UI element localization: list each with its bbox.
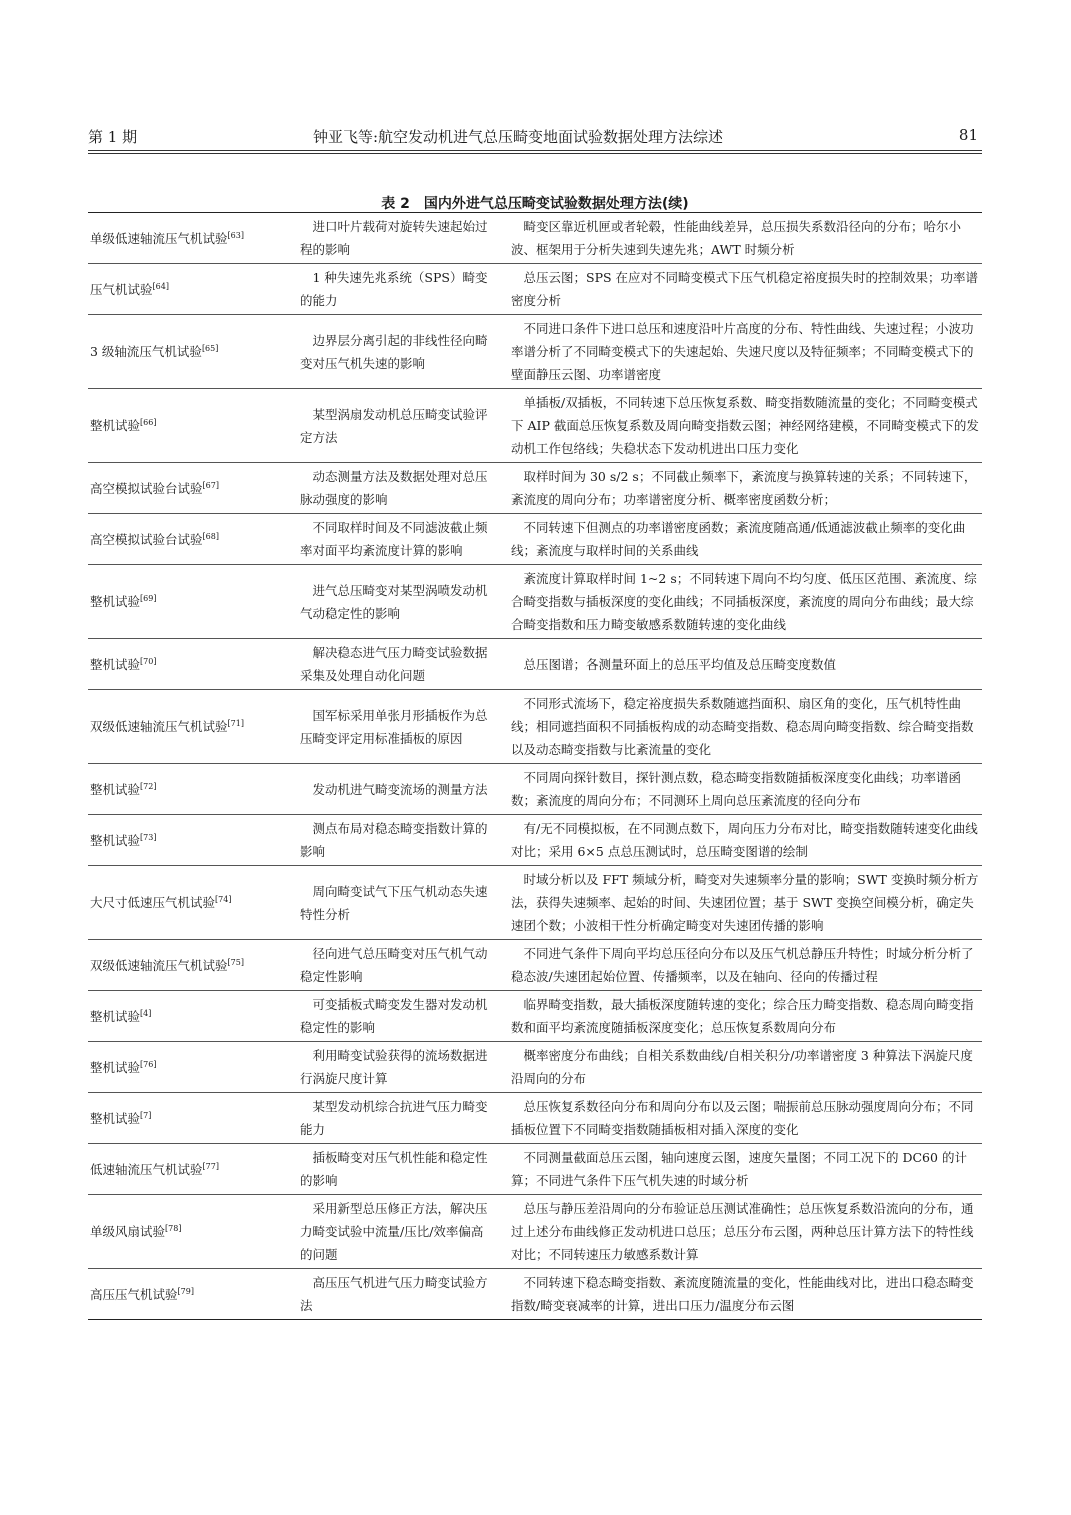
processing-method-cell: 概率密度分布曲线；自相关系数曲线/自相关积分/功率谱密度 3 种算法下涡旋尺度沿周向的分布 <box>509 1042 982 1093</box>
reference-citation: [79] <box>177 1286 194 1296</box>
test-object-cell <box>88 940 300 991</box>
reference-citation: [75] <box>227 957 244 967</box>
test-object: 整机试验 <box>90 418 141 433</box>
reference-citation: [74] <box>215 894 232 904</box>
test-object: 双级低速轴流压气机试验 <box>90 957 228 973</box>
research-content-cell: 利用畸变试验获得的流场数据进行涡旋尺度计算 <box>300 1042 509 1093</box>
test-object: 整机试验 <box>90 1110 141 1126</box>
reference-citation: [73] <box>140 832 157 842</box>
data-processing-table <box>88 212 982 1320</box>
processing-method-cell: 总压图谱；各测量环面上的总压平均值及总压畸变度数值 <box>509 639 982 690</box>
test-object-cell <box>88 514 300 565</box>
issue-number: 第 1 期 <box>88 128 138 146</box>
table-row <box>88 1144 982 1195</box>
test-object: 整机试验 <box>90 1059 141 1075</box>
table-row <box>88 463 982 514</box>
processing-method-cell: 取样时间为 30 s/2 s；不同截止频率下，紊流度与换算转速的关系；不同转速下，紊流度的周向分布；功率谱密度分析、概率密度函数分析； <box>509 463 982 514</box>
header-rule <box>88 153 982 154</box>
research-content-cell: 高压压气机进气压力畸变试验方法 <box>300 1275 488 1313</box>
table-row <box>88 1269 982 1320</box>
reference-citation: [67] <box>202 480 219 490</box>
research-content-cell: 测点布局对稳态畸变指数计算的影响 <box>300 815 509 866</box>
test-object-cell <box>88 639 300 690</box>
table-row <box>88 639 982 690</box>
research-content-cell: 进气总压畸变对某型涡喷发动机气动稳定性的影响 <box>300 565 509 639</box>
reference-citation: [76] <box>140 1059 157 1069</box>
processing-method-cell: 不同转速下稳态畸变指数、紊流度随流量的变化，性能曲线对比，进出口稳态畸变指数/畸变衰减率的计算，进出口压力/温度分布云图 <box>511 1275 974 1313</box>
test-object: 高压压气机试验 <box>90 1286 178 1302</box>
test-object-cell <box>88 264 300 315</box>
research-content-cell: 周向畸变试气下压气机动态失速特性分析 <box>300 866 509 940</box>
table-row <box>88 1093 982 1144</box>
processing-method-cell: 单插板/双插板，不同转速下总压恢复系数、畸变指数随流量的变化；不同畸变模式下 AIP 截面总压恢复系数及周向畸变指数云图；神经网络建模，不同畸变模式下的发动机工作包络线；失稳状态下发动机进出口压力变化 <box>509 389 982 463</box>
test-object-cell <box>88 315 300 389</box>
reference-citation: [4] <box>140 1008 152 1018</box>
test-object-cell <box>88 389 300 463</box>
test-object: 低速轴流压气机试验 <box>90 1161 203 1177</box>
header-rule <box>88 150 982 151</box>
processing-method-cell: 畸变区靠近机匣或者轮毂，性能曲线差异，总压损失系数沿径向的分布；哈尔小波、框架用于分析失速到失速先兆；AWT 时频分析 <box>509 213 982 264</box>
test-object-cell <box>88 1042 300 1093</box>
reference-citation: [63] <box>227 230 244 240</box>
processing-method-cell: 不同周向探针数目，探针测点数，稳态畸变指数随插板深度变化曲线；功率谱函数；紊流度的周向分布；不同测环上周向总压紊流度的径向分布 <box>509 764 982 815</box>
table-row <box>88 514 982 565</box>
table-row <box>88 866 982 940</box>
processing-method-cell: 紊流度计算取样时间 1~2 s；不同转速下周向不均匀度、低压区范围、紊流度、综合畸变指数与插板深度的变化曲线；不同插板深度，紊流度的周向分布曲线；最大综合畸变指数和压力畸变敏感系数随转速的变化曲线 <box>509 565 982 639</box>
research-content-cell: 国军标采用单张月形插板作为总压畸变评定用标准插板的原因 <box>300 690 509 764</box>
research-content-cell: 径向进气总压畸变对压气机气动稳定性影响 <box>300 940 509 991</box>
test-object: 3 级轴流压气机试验 <box>90 344 202 359</box>
processing-method-cell: 不同进气条件下周向平均总压径向分布以及压气机总静压升特性；时域分析分析了稳态波/失速团起始位置、传播频率，以及在轴向、径向的传播过程 <box>509 940 982 991</box>
processing-method-cell: 不同测量截面总压云图，轴向速度云图，速度矢量图；不同工况下的 DC60 的计算；不同进气条件下压气机失速的时域分析 <box>509 1144 982 1195</box>
test-object: 高空模拟试验台试验 <box>90 531 203 547</box>
research-content-cell: 插板畸变对压气机性能和稳定性的影响 <box>300 1144 509 1195</box>
reference-citation: [70] <box>140 656 157 666</box>
processing-method-cell: 时域分析以及 FFT 频域分析，畸变对失速频率分量的影响；SWT 变换时频分析方法，获得失速频率、起始的时间、失速团位置；基于 SWT 变换空间模分析，确定失速团个数；小波相干性分析确定畸变对失速团传播的影响 <box>509 866 982 940</box>
test-object: 大尺寸低速压气机试验 <box>90 895 216 910</box>
table-row <box>88 1042 982 1093</box>
test-object-cell <box>88 1269 300 1320</box>
test-object-cell <box>88 213 300 264</box>
test-object-cell <box>88 1144 300 1195</box>
processing-method-cell: 不同进口条件下进口总压和速度沿叶片高度的分布、特性曲线、失速过程；小波功率谱分析了不同畸变模式下的失速起始、失速尺度以及特征频率；不同畸变模式下的壁面静压云图、功率谱密度 <box>509 315 982 389</box>
test-object-cell <box>88 690 300 764</box>
research-content-cell: 边界层分离引起的非线性径向畸变对压气机失速的影响 <box>300 315 509 389</box>
reference-citation: [65] <box>201 343 219 353</box>
research-content-cell: 发动机进气畸变流场的测量方法 <box>300 764 509 815</box>
research-content-cell: 采用新型总压修正方法，解决压力畸变试验中流量/压比/效率偏高的问题 <box>300 1195 509 1269</box>
test-object: 单级风扇试验 <box>90 1224 166 1239</box>
table-row <box>88 764 982 815</box>
test-object-cell <box>88 1195 300 1269</box>
test-object: 整机试验 <box>90 1008 141 1024</box>
table-row <box>88 690 982 764</box>
test-object-cell <box>88 991 300 1042</box>
processing-method-cell: 不同转速下但测点的功率谱密度函数；紊流度随高通/低通滤波截止频率的变化曲线；紊流度与取样时间的关系曲线 <box>509 514 982 565</box>
running-title: 钟亚飞等:航空发动机进气总压畸变地面试验数据处理方法综述 <box>313 128 724 146</box>
reference-citation: [68] <box>202 531 219 541</box>
table-row <box>88 991 982 1042</box>
test-object: 整机试验 <box>90 781 141 797</box>
test-object: 整机试验 <box>90 832 141 848</box>
test-object-cell <box>88 866 300 940</box>
test-object: 高空模拟试验台试验 <box>90 480 203 496</box>
test-object: 压气机试验 <box>90 281 153 297</box>
test-object-cell <box>88 565 300 639</box>
research-content-cell: 解决稳态进气压力畸变试验数据采集及处理自动化问题 <box>300 639 509 690</box>
test-object-cell <box>88 815 300 866</box>
reference-citation: [66] <box>140 417 157 427</box>
test-object: 整机试验 <box>90 594 141 609</box>
reference-citation: [77] <box>202 1161 219 1171</box>
test-object-cell <box>88 764 300 815</box>
test-object-cell <box>88 463 300 514</box>
table-row <box>88 315 982 389</box>
reference-citation: [72] <box>140 781 157 791</box>
reference-citation: [71] <box>227 718 244 728</box>
processing-method-cell: 不同形式流场下，稳定裕度损失系数随遮挡面积、扇区角的变化，压气机特性曲线；相同遮挡面积不同插板构成的动态畸变指数、稳态周向畸变指数、综合畸变指数以及动态畸变指数与比紊流量的变化 <box>509 690 982 764</box>
table-row <box>88 213 982 264</box>
running-header <box>88 124 982 150</box>
table-row <box>88 815 982 866</box>
processing-method-cell: 总压云图；SPS 在应对不同畸变模式下压气机稳定裕度损失时的控制效果；功率谱密度分析 <box>509 264 982 315</box>
test-object: 双级低速轴流压气机试验 <box>90 719 228 734</box>
reference-citation: [64] <box>152 281 169 291</box>
table-row <box>88 565 982 639</box>
research-content-cell: 1 种失速先兆系统（SPS）畸变的能力 <box>300 264 509 315</box>
research-content-cell: 动态测量方法及数据处理对总压脉动强度的影响 <box>300 463 509 514</box>
table-row <box>88 940 982 991</box>
processing-method-cell: 有/无不同模拟板，在不同测点数下，周向压力分布对比，畸变指数随转速变化曲线对比；采用 6×5 点总压测试时，总压畸变图谱的绘制 <box>509 815 982 866</box>
processing-method-cell: 总压恢复系数径向分布和周向分布以及云图；喘振前总压脉动强度周向分布；不同插板位置下不同畸变指数随插板相对插入深度的变化 <box>509 1093 982 1144</box>
table-row <box>88 1195 982 1269</box>
reference-citation: [7] <box>140 1110 152 1120</box>
test-object-cell <box>88 1093 300 1144</box>
research-content-cell: 不同取样时间及不同滤波截止频率对面平均紊流度计算的影响 <box>300 514 509 565</box>
test-object: 单级低速轴流压气机试验 <box>90 230 228 246</box>
table-caption: 表 2 国内外进气总压畸变试验数据处理方法(续) <box>381 196 689 212</box>
test-object: 整机试验 <box>90 656 141 672</box>
research-content-cell: 进口叶片载荷对旋转失速起始过程的影响 <box>300 213 509 264</box>
research-content-cell: 某型涡扇发动机总压畸变试验评定方法 <box>300 389 509 463</box>
reference-citation: [69] <box>140 593 157 603</box>
processing-method-cell: 总压与静压差沿周向的分布验证总压测试准确性；总压恢复系数沿流向的分布，通过上述分布曲线修正发动机进口总压；总压分布云图，两种总压计算方法下的特性线对比；不同转速压力敏感系数计算 <box>509 1195 982 1269</box>
table-row <box>88 264 982 315</box>
research-content-cell: 可变插板式畸变发生器对发动机稳定性的影响 <box>300 991 509 1042</box>
reference-citation: [78] <box>165 1223 182 1233</box>
research-content-cell: 某型发动机综合抗进气压力畸变能力 <box>300 1093 509 1144</box>
table-row <box>88 389 982 463</box>
processing-method-cell: 临界畸变指数，最大插板深度随转速的变化；综合压力畸变指数、稳态周向畸变指数和面平均紊流度随插板深度变化；总压恢复系数周向分布 <box>509 991 982 1042</box>
page-number: 81 <box>958 126 978 144</box>
